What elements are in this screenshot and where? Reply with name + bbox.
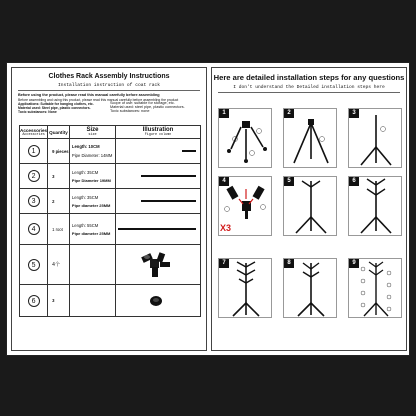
part-number-badge: 6 <box>28 295 40 307</box>
step-card <box>348 108 402 168</box>
short-tube-illustration <box>182 150 196 152</box>
header-size: Size size <box>69 126 115 139</box>
part-diameter: Pipe diameter 25MM <box>71 202 111 208</box>
parts-table <box>19 125 201 317</box>
usage-notes <box>18 93 200 113</box>
step-3-diagram <box>349 109 403 169</box>
connector-illustration <box>116 245 200 283</box>
part-length: Length: 35CM <box>71 169 99 175</box>
step-number: 7 <box>219 259 229 268</box>
step-number: 8 <box>284 259 294 268</box>
part-quantity: 3 <box>48 285 70 317</box>
step-number: 2 <box>284 109 294 118</box>
note-line-2: Before assembling and using this product, please read this manual carefully before assembling the product <box>18 97 179 102</box>
step-card <box>348 258 402 318</box>
part-length: Length: 35CM <box>71 194 99 200</box>
header-illustration: Illustration Figure column <box>115 126 200 139</box>
step-number: 1 <box>219 109 229 118</box>
step-card <box>283 108 337 168</box>
table-row <box>20 164 201 189</box>
table-row <box>20 214 201 245</box>
part-diameter: Pipe Diameter 19MM <box>71 177 111 183</box>
step-number: 3 <box>349 109 359 118</box>
note-line-1: Before using the product, please read this manual carefully before assembling <box>18 93 160 97</box>
step-7-diagram <box>219 259 273 319</box>
step-number: 5 <box>284 177 294 186</box>
part-diameter: Pipe Diameter: 14MM <box>71 153 113 158</box>
parts-subtitle: Installation instruction of coat rack <box>18 83 200 91</box>
table-header-row <box>20 126 201 139</box>
step-number: 6 <box>349 177 359 186</box>
part-number-badge: 1 <box>28 145 40 157</box>
step-2-diagram <box>284 109 338 169</box>
part-length: Length: 10CM <box>71 144 100 149</box>
note-line-3a: Applications: Suitable for hanging clothes, etc. <box>18 101 94 106</box>
part-number-badge: 4 <box>28 223 40 235</box>
note-line-3b: Scope of use: suitable for storage, etc. <box>110 101 175 105</box>
mid-tube-illustration <box>141 200 196 202</box>
foot-cap-illustration <box>116 285 200 315</box>
step-9-diagram <box>349 259 403 319</box>
part-length: Length: 55CM <box>71 222 99 228</box>
part-number-badge: 5 <box>28 259 40 271</box>
step-6-diagram <box>349 177 403 237</box>
note-line-4b: Material used: steel pipe, plastic connectors. <box>110 105 185 109</box>
step-card <box>283 258 337 318</box>
part-quantity: 3 <box>48 164 70 189</box>
leg-tube-illustration <box>141 175 196 177</box>
step-card <box>218 108 272 168</box>
part-number-badge: 2 <box>28 170 40 182</box>
top-tube-illustration <box>118 228 196 230</box>
part-quantity: 4个 <box>48 245 70 285</box>
table-row <box>20 285 201 317</box>
step-card <box>218 176 272 236</box>
steps-panel <box>211 67 407 351</box>
table-row <box>20 245 201 285</box>
note-line-4a: Material used: Steel pipe, plastic connectors. <box>18 105 91 110</box>
step-card <box>218 258 272 318</box>
note-line-5b: Toxic substances: none <box>110 109 150 113</box>
instruction-sheet <box>6 62 410 356</box>
header-accessories: Accessories Accessories <box>20 127 48 137</box>
part-number-badge: 3 <box>28 195 40 207</box>
header-quantity: Quantity <box>48 126 70 139</box>
parts-title: Clothes Rack Assembly Instructions <box>48 73 170 80</box>
step-5-diagram <box>284 177 338 237</box>
step-number: 4 <box>219 177 229 186</box>
part-diameter: Pipe diameter 25MM <box>71 230 111 236</box>
quantity-x3-label: X3 <box>220 223 232 233</box>
steps-subtitle: I don't understand the Detailed installation steps here <box>218 85 400 93</box>
table-row <box>20 189 201 214</box>
step-card <box>283 176 337 236</box>
step-8-diagram <box>284 259 338 319</box>
part-quantity: 9 pieces <box>48 139 70 164</box>
table-row <box>20 139 201 164</box>
part-quantity: 1 root <box>48 214 70 245</box>
note-line-5a: Toxic substances: None <box>18 109 57 114</box>
step-card <box>348 176 402 236</box>
part-quantity: 2 <box>48 189 70 214</box>
step-number: 9 <box>349 259 359 268</box>
steps-title: Here are detailed installation steps for any questions <box>213 73 405 82</box>
step-1-diagram <box>219 109 273 169</box>
parts-panel <box>11 67 207 351</box>
